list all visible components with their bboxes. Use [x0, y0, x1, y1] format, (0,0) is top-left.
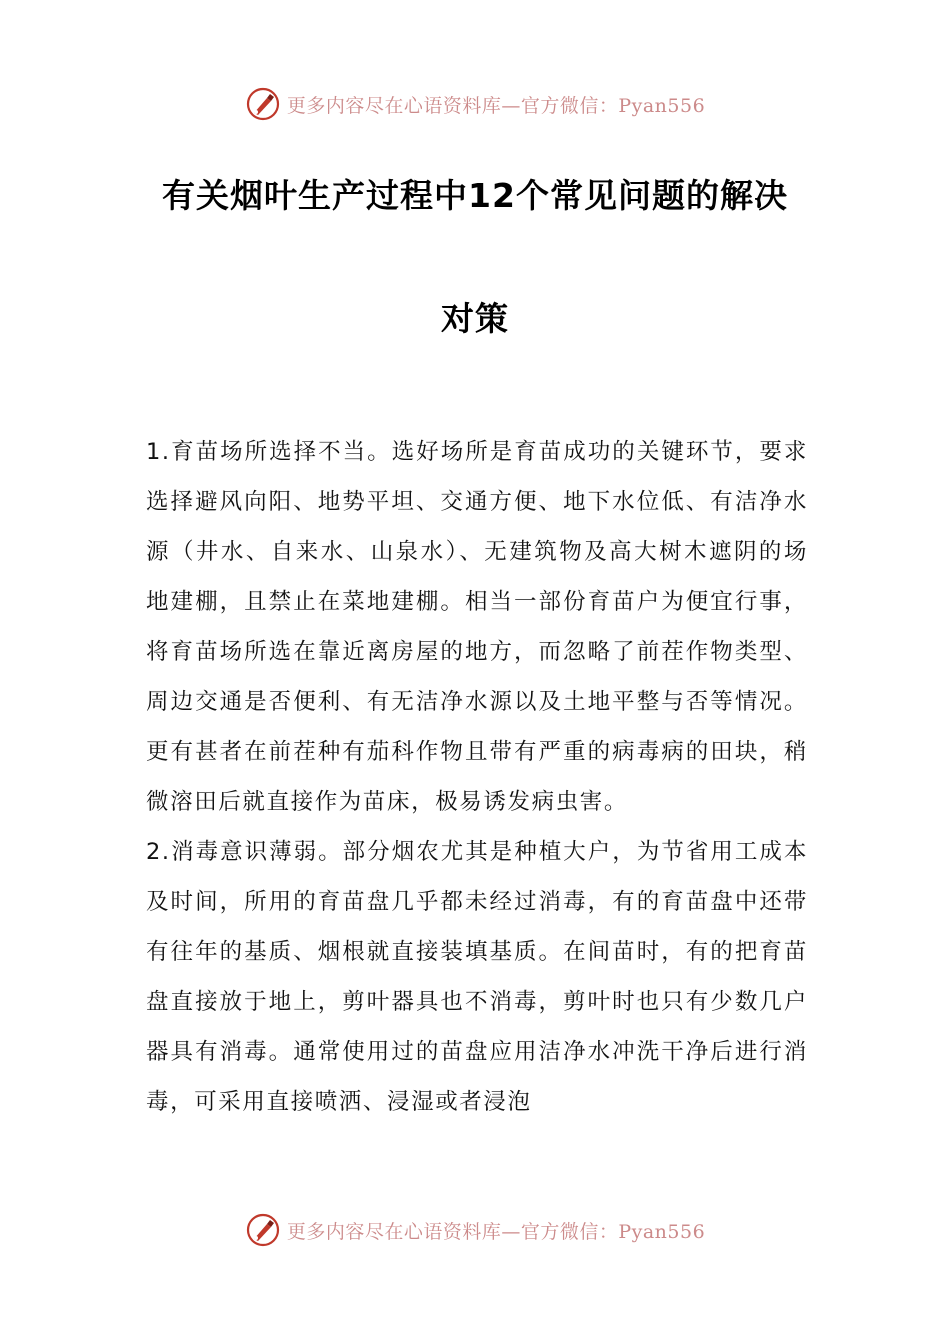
- document-body: [146, 427, 808, 1127]
- paragraph-2: 2.消毒意识薄弱。部分烟农尤其是种植大户，为节省用工成本及时间，所用的育苗盘几乎都未经过消毒，有的育苗盘中还带有往年的基质、烟根就直接装填基质。在间苗时，有的把育苗盘直接放于地上，剪叶器具也不消毒，剪叶时也只有少数几户器具有消毒。通常使用过的苗盘应用洁净水冲洗干净后进行消毒，可采用直接喷洒、浸湿或者浸泡: [146, 839, 808, 1115]
- paragraph-1: 1.育苗场所选择不当。选好场所是育苗成功的关键环节，要求选择避风向阳、地势平坦、交通方便、地下水位低、有洁净水源（井水、自来水、山泉水）、无建筑物及高大树木遮阴的场地建棚，且禁止在菜地建棚。相当一部份育苗户为便宜行事，将育苗场所选在靠近离房屋的地方，而忽略了前茬作物类型、周边交通是否便利、有无洁净水源以及土地平整与否等情况。更有甚者在前茬种有茄科作物且带有严重的病毒病的田块，稍微溶田后就直接作为苗床，极易诱发病虫害。: [146, 439, 808, 815]
- pen-logo-icon: [245, 86, 281, 122]
- footer-banner: [0, 1210, 950, 1250]
- document-title-line-2: 对策: [441, 299, 509, 338]
- pen-logo-icon: [245, 1212, 281, 1248]
- header-banner-text: 更多内容尽在心语资料库—官方微信：Pyan556: [286, 94, 706, 117]
- document-title-line-1: 有关烟叶生产过程中12个常见问题的解决: [162, 176, 788, 215]
- header-banner: [0, 84, 950, 124]
- footer-banner-text: 更多内容尽在心语资料库—官方微信：Pyan556: [286, 1220, 706, 1243]
